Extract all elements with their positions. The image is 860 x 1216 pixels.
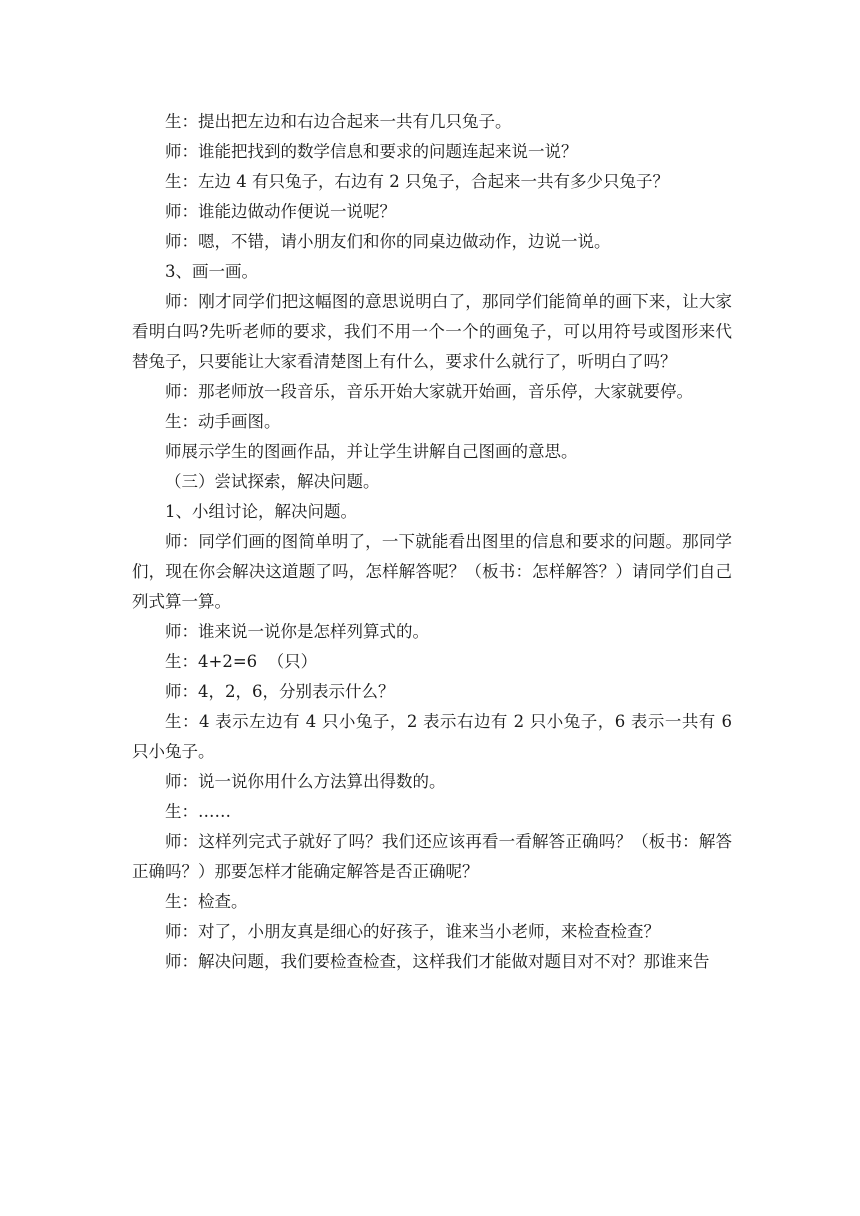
paragraph: 师：嗯，不错，请小朋友们和你的同桌边做动作，边说一说。 <box>165 232 611 251</box>
paragraph: 生：4+2=6 （只） <box>165 652 318 671</box>
paragraph: 生：动手画图。 <box>165 412 281 431</box>
paragraph: 师：4，2，6，分别表示什么？ <box>165 682 395 701</box>
paragraph: 师：刚才同学们把这幅图的意思说明白了，那同学们能简单的画下来，让大家看明白吗?先听老师的要求，我们不用一个一个的画兔子，可以用符号或图形来代替兔子，只要能让大家看清楚图上有什么，要求什么就行了，听明白了吗？ <box>132 292 732 371</box>
paragraph: 师：同学们画的图简单明了，一下就能看出图里的信息和要求的问题。那同学们，现在你会解决这道题了吗，怎样解答呢？（板书：怎样解答？）请同学们自己列式算一算。 <box>132 532 732 611</box>
section-heading: 3、画一画。 <box>165 262 258 281</box>
paragraph: 生：提出把左边和右边合起来一共有几只兔子。 <box>165 112 512 131</box>
section-heading: 1、小组讨论，解决问题。 <box>165 502 357 521</box>
document-body <box>132 107 738 977</box>
paragraph: 师：谁能边做动作便说一说呢？ <box>165 202 396 221</box>
paragraph: 师：解决问题，我们要检查检查，这样我们才能做对题目对不对？那谁来告 <box>165 952 710 971</box>
paragraph: 生：…… <box>165 802 231 821</box>
paragraph: 师展示学生的图画作品，并让学生讲解自己图画的意思。 <box>165 442 578 461</box>
paragraph: 师：说一说你用什么方法算出得数的。 <box>165 772 446 791</box>
paragraph: 生：左边 4 有只兔子，右边有 2 只兔子，合起来一共有多少只兔子？ <box>165 172 669 191</box>
paragraph: 生：4 表示左边有 4 只小兔子，2 表示右边有 2 只小兔子，6 表示一共有 6 只小兔子。 <box>132 712 738 761</box>
paragraph: 师：这样列完式子就好了吗？我们还应该再看一看解答正确吗？（板书：解答正确吗？）那要怎样才能确定解答是否正确呢？ <box>132 832 732 881</box>
paragraph: 师：谁来说一说你是怎样列算式的。 <box>165 622 429 641</box>
paragraph: 师：对了，小朋友真是细心的好孩子，谁来当小老师，来检查检查？ <box>165 922 660 941</box>
paragraph: 师：谁能把找到的数学信息和要求的问题连起来说一说？ <box>165 142 578 161</box>
paragraph: 师：那老师放一段音乐，音乐开始大家就开始画，音乐停，大家就要停。 <box>165 382 693 401</box>
paragraph: 生：检查。 <box>165 892 248 911</box>
section-heading: （三）尝试探索，解决问题。 <box>165 472 380 491</box>
